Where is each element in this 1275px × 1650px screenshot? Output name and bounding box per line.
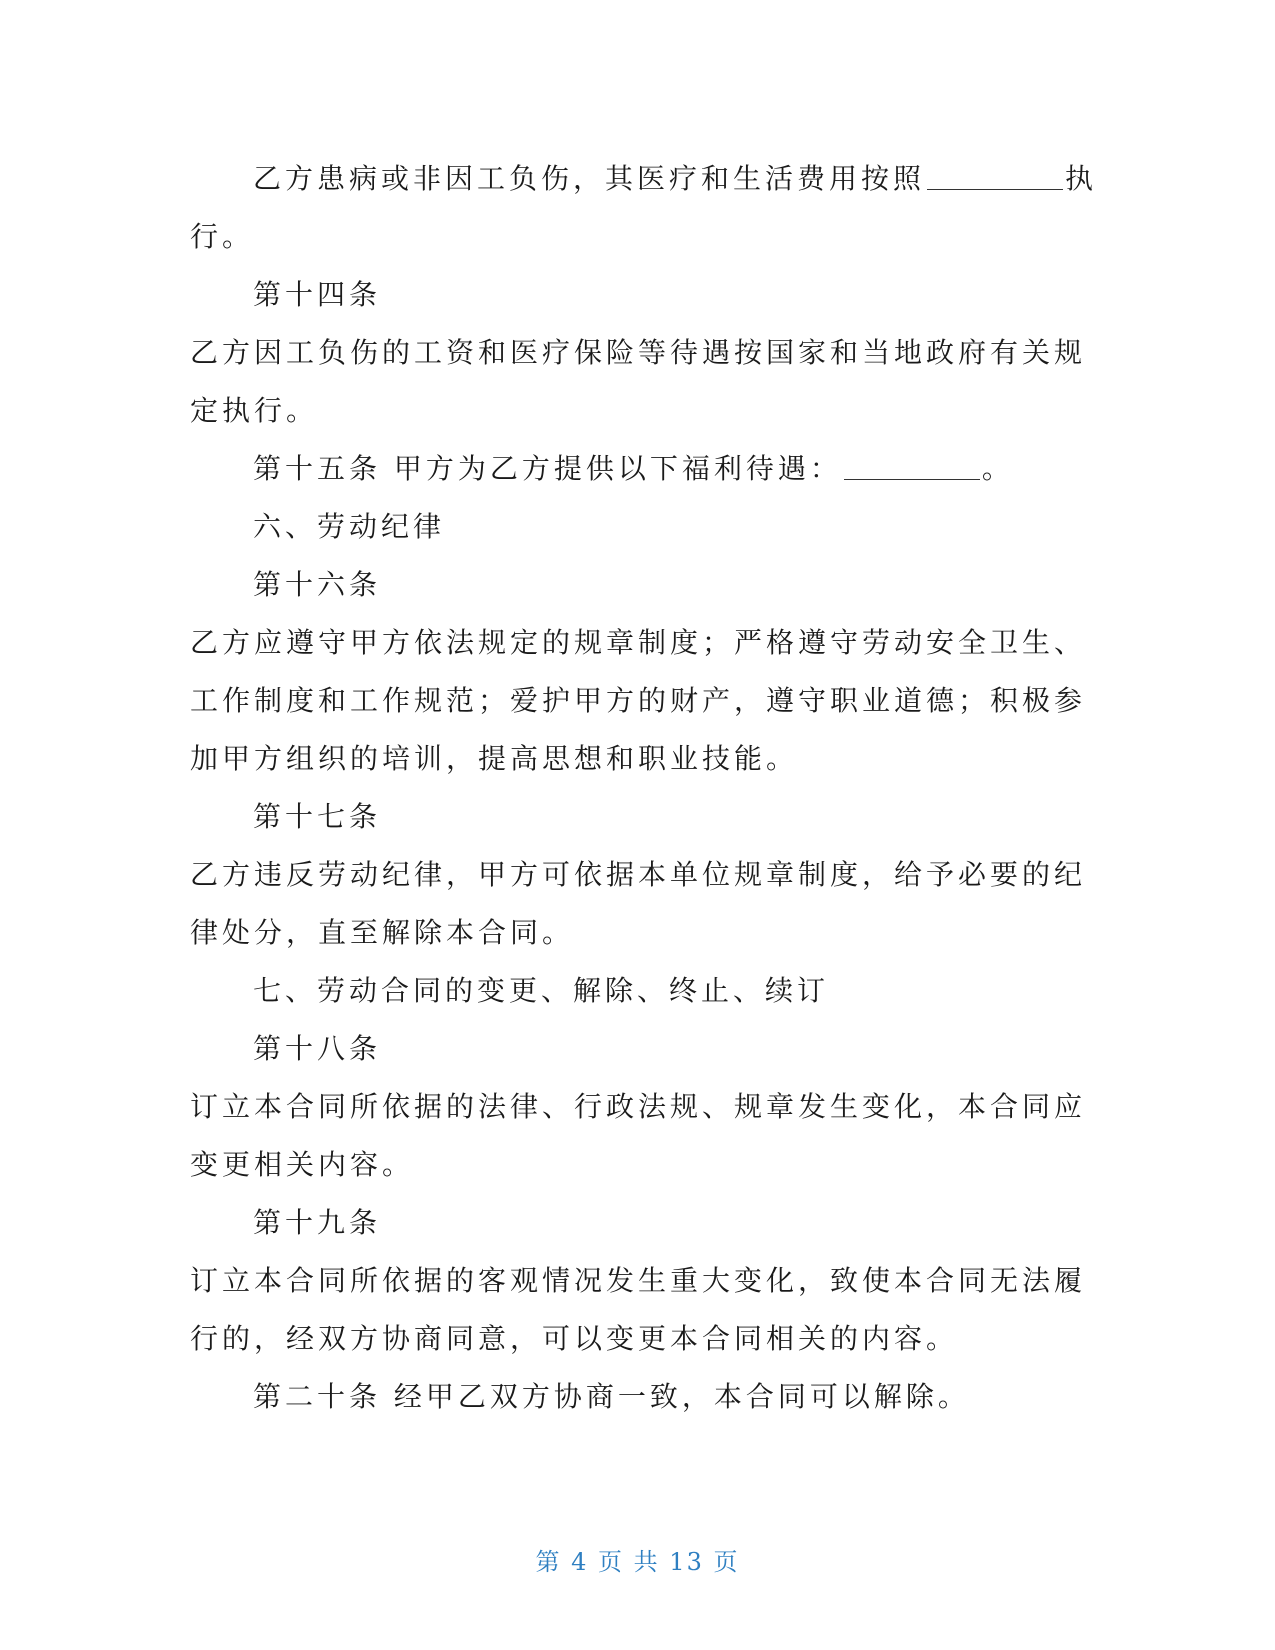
fill-in-blank bbox=[844, 451, 980, 480]
paragraph-line: 加甲方组织的培训，提高思想和职业技能。 bbox=[190, 742, 799, 775]
article-heading: 第十六条 bbox=[253, 568, 382, 601]
paragraph-line: 乙方因工负伤的工资和医疗保险等待遇按国家和当地政府有关规 bbox=[190, 336, 1087, 369]
paragraph-line: 律处分，直至解除本合同。 bbox=[190, 916, 575, 949]
line-text: 第十五条 甲方为乙方提供以下福利待遇： bbox=[253, 452, 842, 485]
line-text: 乙方患病或非因工负伤，其医疗和生活费用按照 bbox=[253, 162, 926, 195]
article-heading: 第十八条 bbox=[253, 1032, 382, 1065]
paragraph-line: 定执行。 bbox=[190, 394, 319, 427]
page-number-footer: 第 4 页 共 13 页 bbox=[535, 1548, 740, 1576]
section-heading: 七、劳动合同的变更、解除、终止、续订 bbox=[253, 974, 830, 1007]
paragraph-line: 第二十条 经甲乙双方协商一致，本合同可以解除。 bbox=[253, 1380, 970, 1413]
article-heading: 第十九条 bbox=[253, 1206, 382, 1239]
paragraph-line: 工作制度和工作规范；爱护甲方的财产，遵守职业道德；积极参 bbox=[190, 684, 1087, 717]
fill-in-blank bbox=[927, 161, 1063, 190]
article-heading: 第十七条 bbox=[253, 800, 382, 833]
paragraph-line: 行的，经双方协商同意，可以变更本合同相关的内容。 bbox=[190, 1322, 959, 1355]
paragraph-line: 行。 bbox=[190, 220, 255, 253]
paragraph-line: 变更相关内容。 bbox=[190, 1148, 415, 1181]
section-heading: 六、劳动纪律 bbox=[253, 510, 446, 543]
line-text: 。 bbox=[981, 452, 1014, 485]
article-heading: 第十四条 bbox=[253, 278, 382, 311]
paragraph-line: 乙方应遵守甲方依法规定的规章制度；严格遵守劳动安全卫生、 bbox=[190, 626, 1087, 659]
line-text: 执 bbox=[1065, 162, 1098, 195]
paragraph-line bbox=[190, 150, 1098, 208]
document-body bbox=[190, 150, 1098, 1426]
paragraph-line: 订立本合同所依据的客观情况发生重大变化，致使本合同无法履 bbox=[190, 1264, 1087, 1297]
paragraph-line: 乙方违反劳动纪律，甲方可依据本单位规章制度，给予必要的纪 bbox=[190, 858, 1087, 891]
paragraph-line: 订立本合同所依据的法律、行政法规、规章发生变化，本合同应 bbox=[190, 1090, 1087, 1123]
paragraph-line bbox=[190, 440, 1080, 498]
